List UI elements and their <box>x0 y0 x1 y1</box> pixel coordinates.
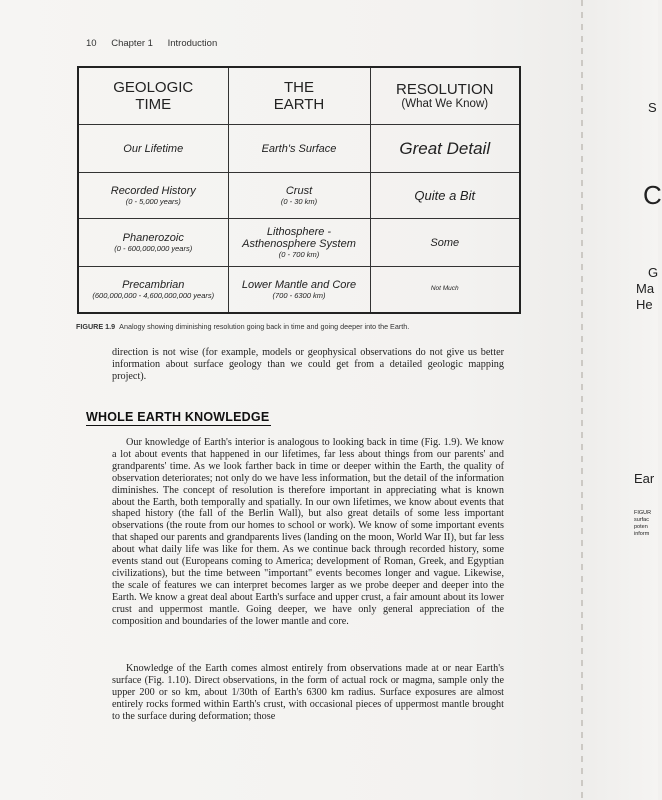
adjacent-page-fragment: surfac <box>634 517 649 523</box>
body-paragraph-1: Our knowledge of Earth's interior is analogous to looking back in time (Fig. 1.9). We know a lot about events that happened in our lifetimes, far less about things from our parents' and grandparents' time. As we look farther back in time or deeper within the Earth, the quality of observation deteriorates; not only do we have less information, but the detail of the information diminishes. The concept of resolution is therefore important in appreciating what is known about the Earth, both temporally and spatially. In our own lifetimes, we know about events that shaped history (the fall of the Berlin Wall), but also great details of some less important observations (the route from our homes to school or work). We know of some important events that shaped our parents and grandparents lives (landing on the moon, World War II), but far less about what daily life was like for them. As we continue back through recorded history, some events stand out (Europeans coming to America; development of Roman, Greek, and Egyptian civilizations), but the time between "important" events becomes longer and vague. Likewise, the scale of features we can interpret becomes larger as we probe deeper and deeper into the Earth. We know a great deal about Earth's surface and upper crust, a fair amount about its lower crust and uppermost mantle. Going deeper, we have only general appreciation of the composition and boundaries of the lower mantle and core. <box>112 437 504 627</box>
table-row <box>78 219 520 267</box>
cell-earth: Lower Mantle and Core (700 - 6300 km) <box>228 267 370 313</box>
table-row <box>78 125 520 173</box>
heading-underline <box>86 425 271 426</box>
adjacent-page-fragment: Ear <box>634 471 655 486</box>
page-gutter-edge <box>581 0 583 800</box>
chapter-title: Introduction <box>167 38 218 49</box>
cell-time: Precambrian (600,000,000 - 4,600,000,000 years) <box>78 267 228 313</box>
adjacent-page-fragment: G <box>648 265 659 280</box>
cell-earth: Earth's Surface <box>228 125 370 173</box>
adjacent-page-fragment: inform <box>634 531 650 537</box>
adjacent-page-fragment: S <box>648 100 657 115</box>
cell-resolution: Not Much <box>370 267 520 313</box>
header-the-earth: THE EARTH <box>228 67 370 125</box>
cell-earth: Crust (0 - 30 km) <box>228 173 370 219</box>
figure-label: FIGURE 1.9 <box>76 322 116 331</box>
section-heading: WHOLE EARTH KNOWLEDGE <box>86 410 270 424</box>
cell-earth: Lithosphere - Asthenosphere System (0 - 700 km) <box>228 219 370 267</box>
adjacent-page-fragment: FIGUR <box>634 510 652 516</box>
adjacent-page-fragment: C <box>643 180 662 210</box>
cell-resolution: Quite a Bit <box>370 173 520 219</box>
adjacent-page-fragment: Ma <box>636 281 655 296</box>
running-head <box>86 38 229 49</box>
table-row <box>78 267 520 313</box>
resolution-table <box>77 66 521 314</box>
body-paragraph-2: Knowledge of the Earth comes almost entirely from observations made at or near Earth's surface (Fig. 1.10). Direct observations, in the form of actual rock or magma, sample only the upper 200 or so km, about 1/30th of Earth's 6300 km radius. Surface exposures are almost entirely rocks formed within Earth's crust, with occasional pieces of uppermost mantle brought to the surface during deformation; those <box>112 663 504 722</box>
intro-paragraph: direction is not wise (for example, models or geophysical observations do not give us better information about surface geology than we could get from a detailed geologic mapping project). <box>112 347 504 382</box>
page-number: 10 <box>86 38 97 49</box>
adjacent-page-fragment: He <box>636 297 653 312</box>
chapter-label: Chapter 1 <box>111 38 153 49</box>
cell-time: Recorded History (0 - 5,000 years) <box>78 173 228 219</box>
table-row <box>78 173 520 219</box>
header-geologic-time: GEOLOGIC TIME <box>78 67 228 125</box>
cell-time: Our Lifetime <box>78 125 228 173</box>
table-header-row <box>78 67 520 125</box>
cell-resolution: Some <box>370 219 520 267</box>
figure-caption <box>76 322 409 331</box>
header-resolution: RESOLUTION (What We Know) <box>370 67 520 125</box>
adjacent-page-fragment: poten <box>634 524 648 530</box>
cell-resolution: Great Detail <box>370 125 520 173</box>
cell-time: Phanerozoic (0 - 600,000,000 years) <box>78 219 228 267</box>
figure-caption-text: Analogy showing diminishing resolution going back in time and going deeper into the Earth. <box>119 322 410 331</box>
